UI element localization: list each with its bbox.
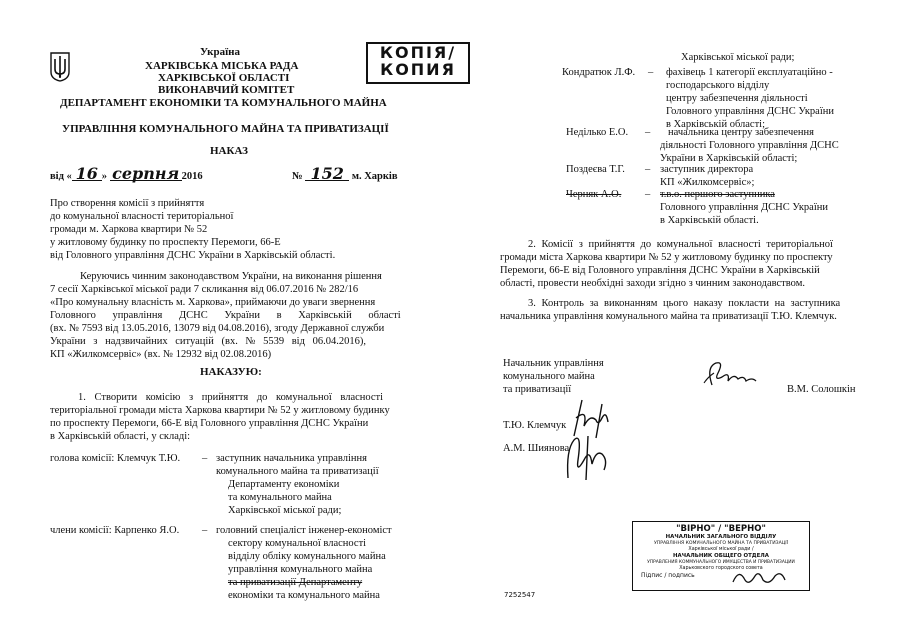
- subject-line: Про створення комісії з прийняття: [50, 198, 205, 209]
- member-dash: –: [202, 525, 208, 536]
- place: м. Харків: [351, 171, 398, 182]
- head-label: голова комісії: Клемчук Т.Ю.: [50, 453, 181, 464]
- subject-line: від Головного управління ДСНС України в Харківській області.: [50, 250, 336, 261]
- approver-shyianova: А.М. Шиянова: [503, 443, 570, 454]
- certification-stamp-line: Харьковского городского совета: [679, 566, 763, 571]
- pozdeeva-desc-line: КП «Жилкомсервіс»;: [660, 177, 755, 188]
- nedilko-desc: [660, 126, 839, 165]
- head-desc-line: Департаменту економіки: [228, 479, 340, 490]
- certification-stamp-line: УПРАВЛІННЯ КОМУНАЛЬНОГО МАЙНА ТА ПРИВАТИЗАЦІЇ: [653, 541, 789, 546]
- header-department: ДЕПАРТАМЕНТ ЕКОНОМІКИ ТА КОМУНАЛЬНОГО МАЙНА: [60, 97, 387, 109]
- number-value: 152: [305, 167, 349, 181]
- date-mid: »: [101, 171, 108, 182]
- preamble-line: Керуючись чинним законодавством України, на виконання рішення: [80, 271, 382, 282]
- kondratiuk-desc-line: Головного управління ДСНС України: [666, 106, 834, 117]
- item-3-block: [500, 297, 872, 323]
- header-region: ХАРКІВСЬКОЇ ОБЛАСТІ: [158, 72, 290, 84]
- signatory-title-line: та приватизації: [503, 384, 572, 395]
- copy-stamp-line-2: КОПИЯ: [380, 60, 456, 79]
- head-desc-line: та комунального майна: [228, 492, 332, 503]
- nedilko-dash: –: [645, 127, 651, 138]
- nedilko-desc-line: діяльності Головного управління ДСНС: [660, 140, 839, 151]
- header-council: ХАРКІВСЬКА МІСЬКА РАДА: [145, 60, 299, 72]
- pozdeeva-dash: –: [645, 164, 651, 175]
- signatory-title-line: комунального майна: [503, 371, 595, 382]
- member-desc-line: головний спеціаліст інженер-економіст: [216, 525, 392, 536]
- kondratiuk-name: Кондратюк Л.Ф.: [562, 67, 636, 78]
- preamble-line: України з надзвичайних ситуацій (вх. № 5539 від 06.04.2016),: [50, 336, 366, 347]
- member-desc-line: управління комунального майна: [228, 564, 373, 575]
- kondratiuk-desc-line: фахівець 1 категорії експлуатаційно -: [666, 67, 833, 78]
- cheriak-desc: [660, 188, 828, 227]
- item-3-line: начальника управління комунального майна та приватизації Т.Ю. Клемчук.: [500, 311, 837, 322]
- preamble-line: Головного управління ДСНС України в Харківській області: [50, 310, 401, 321]
- member-desc-line: сектору комунальної власності: [228, 538, 367, 549]
- member-label: члени комісії: Карпенко Я.О.: [50, 525, 180, 536]
- signature-shyianova-icon: [562, 430, 612, 484]
- nedilko-desc-line: України в Харківській області;: [660, 153, 798, 164]
- approver-klemchuk: Т.Ю. Клемчук: [503, 420, 567, 431]
- pozdeeva-desc: [660, 163, 754, 189]
- certification-signature-icon: [729, 566, 789, 588]
- document-type: НАКАЗ: [210, 145, 248, 157]
- cheriak-desc-line: т.в.о. першого заступника: [660, 189, 775, 200]
- nedilko-desc-line: начальника центру забезпечення: [668, 127, 814, 138]
- certification-stamp-line: УПРАВЛЕНИЯ КОММУНАЛЬНОГО ИМУЩЕСТВА И ПРИВАТИЗАЦИИ: [647, 560, 795, 565]
- kondratiuk-dash: –: [648, 67, 654, 78]
- date-prefix: від «: [50, 171, 72, 182]
- head-desc-line: заступник начальника управління: [216, 453, 367, 464]
- member-desc-line: та приватизації Департаменту: [228, 577, 363, 588]
- item-3-line: 3. Контроль за виконанням цього наказу покласти на заступника: [528, 298, 841, 309]
- head-desc: [216, 452, 379, 517]
- subject-line: у житловому будинку по проспекту Перемоги, 66-Е: [50, 237, 281, 248]
- preamble-line: «Про комунальну власність м. Харкова», приймаючи до уваги звернення: [50, 297, 376, 308]
- coat-of-arms-icon: [50, 52, 70, 82]
- right-top-line: Харківської міської ради;: [681, 52, 795, 63]
- cheriak-dash: –: [645, 189, 651, 200]
- signatory-title: [503, 357, 604, 396]
- certification-stamp-line: Харківської міської ради /: [688, 547, 754, 552]
- pozdeeva-desc-line: заступник директора: [660, 164, 754, 175]
- kondratiuk-desc: [666, 66, 834, 131]
- date-line: [50, 164, 203, 183]
- subject-line: громади м. Харкова квартири № 52: [50, 224, 208, 235]
- order-word: НАКАЗУЮ:: [200, 366, 262, 378]
- certification-stamp-line: НАЧАЛЬНИК ОБЩЕГО ОТДЕЛА: [673, 553, 769, 559]
- document-number: 7252547: [504, 591, 536, 599]
- nedilko-name: Неділько Е.О.: [566, 127, 629, 138]
- kondratiuk-desc-line: в Харківській області;: [666, 119, 766, 130]
- date-year: 2016: [181, 171, 203, 182]
- item-2-line: громади міста Харкова квартири № 52 у житловому будинку по проспекту: [500, 252, 833, 263]
- certification-stamp-title: "ВІРНО" / "ВЕРНО": [676, 524, 766, 534]
- subject-block: [50, 197, 335, 262]
- preamble-block: [50, 270, 410, 361]
- signatory-title-line: Начальник управління: [503, 358, 604, 369]
- item-2-line: 2. Комісії з прийняття до комунальної власності територіальної: [528, 239, 833, 250]
- item-1-line: територіальної громади міста Харкова квартири № 52 у житловому будинку: [50, 405, 390, 416]
- head-desc-line: Харківської міської ради;: [228, 505, 342, 516]
- cheriak-name: Черняк А.О.: [566, 189, 622, 200]
- member-desc-line: відділу обліку комунального майна: [228, 551, 386, 562]
- header-committee: ВИКОНАВЧИЙ КОМІТЕТ: [158, 84, 295, 96]
- cheriak-desc-line: в Харківській області.: [660, 215, 759, 226]
- kondratiuk-desc-line: господарського відділу: [666, 80, 770, 91]
- member-desc: [216, 524, 392, 602]
- item-1-line: в Харківській області, у складі:: [50, 431, 191, 442]
- copy-stamp-line-1: КОПІЯ/: [379, 43, 457, 62]
- header-country: Україна: [200, 46, 241, 58]
- header-directorate: УПРАВЛІННЯ КОМУНАЛЬНОГО МАЙНА ТА ПРИВАТИЗАЦІЇ: [62, 123, 389, 135]
- certification-stamp: [632, 521, 810, 591]
- item-1-line: по проспекту Перемоги, 66-Е від Головного управління ДСНС України: [50, 418, 369, 429]
- number-line: [292, 164, 398, 183]
- head-dash: –: [202, 453, 208, 464]
- cheriak-desc-line: Головного управління ДСНС України: [660, 202, 828, 213]
- copy-stamp: [366, 42, 470, 84]
- preamble-line: (вх. № 7593 від 13.05.2016, 13079 від 04.08.2016), згоду Державної служби: [50, 323, 385, 334]
- number-label: №: [292, 171, 303, 182]
- member-desc-line: економіки та комунального майна: [228, 590, 380, 601]
- date-day: 16: [72, 167, 102, 181]
- item-1-line: 1. Створити комісію з прийняття до комунальної власності: [78, 392, 384, 403]
- item-2-line: області, провести необхідні заходи згідно з чинним законодавством.: [500, 278, 805, 289]
- date-month: серпня: [110, 167, 182, 181]
- kondratiuk-desc-line: центру забезпечення діяльності: [666, 93, 808, 104]
- item-1-block: [50, 391, 410, 443]
- item-2-line: Перемоги, 66-Е від Головного управління ДСНС України в Харківській: [500, 265, 820, 276]
- signature-soloshkin-icon: [700, 355, 760, 395]
- preamble-line: 7 сесії Харківської міської ради 7 скликання від 06.07.2016 № 282/16: [50, 284, 359, 295]
- certification-stamp-line: НАЧАЛЬНИК ЗАГАЛЬНОГО ВІДДІЛУ: [665, 534, 777, 540]
- pozdeeva-name: Поздеєва Т.Г.: [566, 164, 625, 175]
- subject-line: до комунальної власності територіальної: [50, 211, 234, 222]
- item-2-block: [500, 238, 872, 290]
- signatory-name: В.М. Солошкін: [787, 384, 856, 395]
- certification-stamp-sign-label: Підпис / подпись: [641, 572, 695, 579]
- preamble-line: КП «Жилкомсервіс» (вх. № 12932 від 02.08.2016): [50, 349, 272, 360]
- head-desc-line: комунального майна та приватизації: [216, 466, 379, 477]
